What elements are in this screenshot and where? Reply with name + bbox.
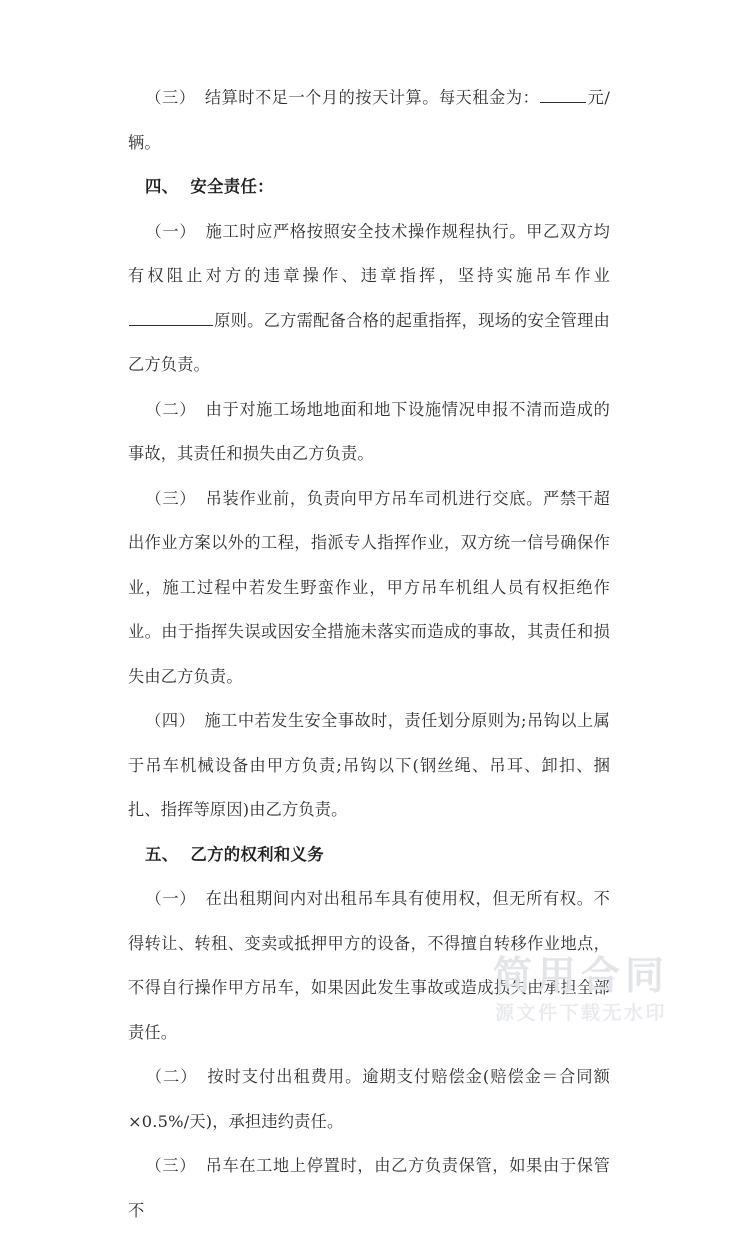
clause-enumerator: （三） <box>145 88 196 107</box>
clause-5-1 <box>128 877 610 1055</box>
clause-enumerator: （二） <box>145 399 197 419</box>
clause-enumerator: （一） <box>145 889 197 908</box>
section-number: 五、 <box>145 844 179 864</box>
section-number: 四、 <box>145 177 179 196</box>
clause-text: 在出租期间内对出租吊车具有使用权，但无所有权。不得转让、转租、变卖或抵押甲方的设备，不得擅自转移作业地点，不得自行操作甲方吊车，如果因此发生事故或造成损失由承担全部责任。 <box>128 889 610 1042</box>
fill-in-blank-daily-rent[interactable] <box>540 87 586 103</box>
clause-text: 由于对施工场地地面和地下设施情况申报不清而造成的事故，其责任和损失由乙方负责。 <box>128 399 610 463</box>
clause-enumerator: （四） <box>145 711 196 730</box>
clause-4-3 <box>128 477 610 700</box>
clause-3-3 <box>128 76 610 165</box>
clause-text: 施工中若发生安全事故时，责任划分原则为;吊钩以上属于吊车机械设备由甲方负责;吊钩以下(钢丝绳、吊耳、卸扣、捆扎、指挥等原因)由乙方负责。 <box>128 711 610 819</box>
watermark-brand-text: 简用合同 <box>492 954 669 1000</box>
clause-text-after-blank: 原则。乙方需配备合格的起重指挥，现场的安全管理由乙方负责。 <box>128 310 610 374</box>
section-title: 安全责任： <box>190 177 274 196</box>
clause-enumerator: （二） <box>145 1067 198 1086</box>
section-heading-5 <box>128 833 610 878</box>
clause-enumerator: （三） <box>145 488 197 508</box>
clause-5-2 <box>128 1055 610 1144</box>
clause-4-4 <box>128 699 610 833</box>
clause-5-3 <box>128 1144 610 1233</box>
document-body <box>128 76 610 1233</box>
watermark-subtitle-text: 源文件下载无水印 <box>494 1001 667 1024</box>
section-heading-4 <box>128 165 610 210</box>
clause-4-1 <box>128 210 610 388</box>
clause-4-2 <box>128 388 610 477</box>
fill-in-blank-safety-principle[interactable] <box>129 309 213 325</box>
section-title: 乙方的权利和义务 <box>190 844 324 864</box>
clause-text: 按时支付出租费用。逾期支付赔偿金(赔偿金＝合同额×0.5%/天)，承担违约责任。 <box>128 1067 610 1131</box>
clause-enumerator: （三） <box>145 1156 197 1175</box>
clause-text-after-blank: 元/辆。 <box>128 88 611 152</box>
clause-enumerator: （一） <box>145 221 197 241</box>
clause-text-before-blank: 结算时不足一个月的按天计算。每天租金为： <box>204 88 540 107</box>
clause-text-before-blank: 施工时应严格按照安全技术操作规程执行。甲乙双方均有权阻止对方的违章操作、违章指挥，坚持实施吊车作业 <box>128 221 610 285</box>
clause-text: 吊车在工地上停置时，由乙方负责保管，如果由于保管不 <box>128 1156 610 1220</box>
clause-text: 吊装作业前，负责向甲方吊车司机进行交底。严禁干超出作业方案以外的工程，指派专人指挥作业，双方统一信号确保作业，施工过程中若发生野蛮作业，甲方吊车机组人员有权拒绝作业。由于指挥失误或因安全措施未落实而造成的事故，其责任和损失由乙方负责。 <box>128 488 610 686</box>
